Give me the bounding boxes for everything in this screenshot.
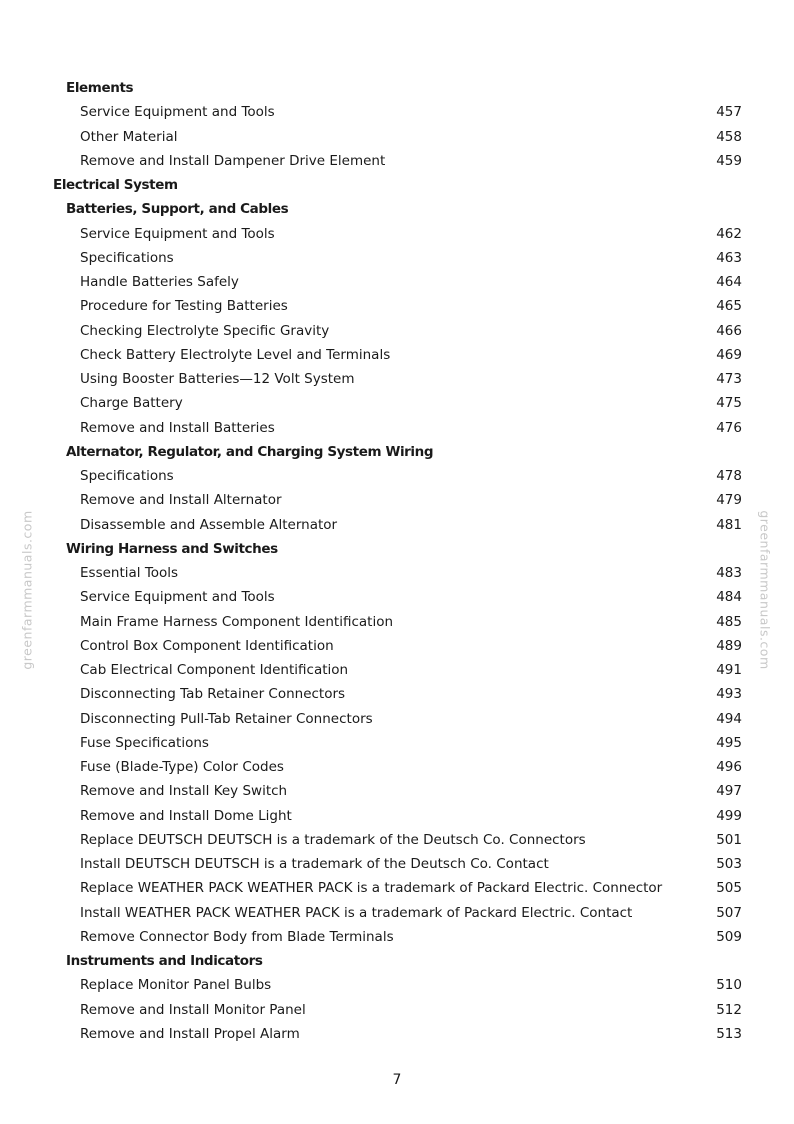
toc-entry[interactable] bbox=[0, 246, 794, 270]
toc-entry[interactable] bbox=[0, 367, 794, 391]
toc-section-heading bbox=[0, 440, 794, 464]
toc-entry[interactable] bbox=[0, 100, 794, 124]
toc-section-heading bbox=[0, 76, 794, 100]
toc-entry-title: Remove Connector Body from Blade Terminals bbox=[80, 928, 394, 945]
toc-page-number: 462 bbox=[716, 225, 742, 242]
toc-entry[interactable] bbox=[0, 561, 794, 585]
toc-page-number: 494 bbox=[716, 710, 742, 727]
toc-entry[interactable] bbox=[0, 998, 794, 1022]
toc-page-number: 481 bbox=[716, 516, 742, 533]
toc-page-number: 485 bbox=[716, 613, 742, 630]
toc-entry-title: Instruments and Indicators bbox=[66, 953, 263, 969]
toc-entry-title: Service Equipment and Tools bbox=[80, 589, 275, 606]
toc-page-number: 476 bbox=[716, 419, 742, 436]
toc-entry[interactable] bbox=[0, 876, 794, 900]
toc-entry[interactable] bbox=[0, 464, 794, 488]
toc-page-number: 473 bbox=[716, 371, 742, 387]
toc-section-heading bbox=[0, 537, 794, 561]
toc-entry[interactable] bbox=[0, 973, 794, 997]
toc-page-number: 510 bbox=[716, 977, 742, 994]
toc-page-number: 469 bbox=[716, 346, 742, 363]
toc-page-number: 499 bbox=[716, 807, 742, 824]
toc-entry[interactable] bbox=[0, 610, 794, 634]
toc-page-number: 493 bbox=[716, 686, 742, 703]
toc-entry-title: Batteries, Support, and Cables bbox=[66, 201, 289, 218]
toc-entry-title: Remove and Install Monitor Panel bbox=[80, 1001, 306, 1018]
toc-page-number: 457 bbox=[716, 104, 742, 121]
toc-entry-title: Check Battery Electrolyte Level and Terminals bbox=[80, 346, 391, 363]
toc-entry-title: Remove and Install Alternator bbox=[80, 492, 282, 509]
page-number: 7 bbox=[392, 1072, 402, 1088]
toc-page-number: 495 bbox=[716, 734, 742, 751]
toc-page-number: 479 bbox=[716, 492, 742, 509]
toc-entry-title: Install DEUTSCH DEUTSCH is a trademark of the Deutsch Co. Contact bbox=[80, 856, 549, 872]
toc-entry[interactable] bbox=[0, 852, 794, 876]
toc-page-number: 491 bbox=[716, 662, 742, 678]
toc-entry-title: Replace Monitor Panel Bulbs bbox=[80, 977, 272, 994]
toc-entry-title: Specifications bbox=[80, 468, 174, 484]
toc-entry-title: Service Equipment and Tools bbox=[80, 104, 275, 121]
toc-entry[interactable] bbox=[0, 343, 794, 367]
toc-entry[interactable] bbox=[0, 707, 794, 731]
toc-section-heading bbox=[0, 197, 794, 221]
toc-page-number: 489 bbox=[716, 637, 742, 654]
toc-entry[interactable] bbox=[0, 319, 794, 343]
watermark-left: greenfarmmanuals.com bbox=[19, 510, 35, 670]
toc-entry[interactable] bbox=[0, 585, 794, 609]
toc-entry[interactable] bbox=[0, 270, 794, 294]
toc-entry[interactable] bbox=[0, 634, 794, 658]
toc-entry-title: Using Booster Batteries—12 Volt System bbox=[80, 371, 355, 387]
toc-entry-title: Alternator, Regulator, and Charging System Wiring bbox=[66, 443, 434, 460]
toc-entry[interactable] bbox=[0, 682, 794, 706]
toc-page-number: 465 bbox=[716, 298, 742, 315]
toc-page-number: 496 bbox=[716, 759, 742, 775]
toc-entry-title: Service Equipment and Tools bbox=[80, 225, 275, 242]
toc-page-number: 512 bbox=[716, 1001, 742, 1018]
toc-entry[interactable] bbox=[0, 658, 794, 682]
toc-entry-title: Fuse Specifications bbox=[80, 734, 209, 751]
toc-entry[interactable] bbox=[0, 779, 794, 803]
toc-entry-title: Main Frame Harness Component Identification bbox=[80, 613, 394, 630]
toc-entry-title: Specifications bbox=[80, 249, 174, 266]
toc-entry[interactable] bbox=[0, 731, 794, 755]
toc-entry-title: Procedure for Testing Batteries bbox=[80, 298, 288, 315]
toc-entry[interactable] bbox=[0, 222, 794, 246]
toc-entry-title: Essential Tools bbox=[80, 565, 179, 581]
toc-entry-title: Charge Battery bbox=[80, 395, 183, 412]
toc-entry-title: Handle Batteries Safely bbox=[80, 274, 239, 290]
toc-page-number: 478 bbox=[716, 468, 742, 484]
toc-entry-title: Remove and Install Dome Light bbox=[80, 807, 292, 824]
toc-entry[interactable] bbox=[0, 294, 794, 318]
toc-page-number: 484 bbox=[716, 589, 742, 606]
toc-page-number: 501 bbox=[716, 831, 742, 848]
toc-page-number: 513 bbox=[716, 1025, 742, 1042]
toc-entry-title: Cab Electrical Component Identification bbox=[80, 662, 349, 678]
toc-entry-title: Remove and Install Propel Alarm bbox=[80, 1025, 300, 1042]
toc-entry-title: Control Box Component Identification bbox=[80, 637, 334, 654]
toc-entry-title: Replace DEUTSCH DEUTSCH is a trademark of the Deutsch Co. Connectors bbox=[80, 831, 586, 848]
toc-entry-title: Install WEATHER PACK WEATHER PACK is a trademark of Packard Electric. Contact bbox=[80, 904, 633, 921]
toc-entry[interactable] bbox=[0, 149, 794, 173]
toc-page-number: 507 bbox=[716, 904, 742, 921]
toc-page-number: 505 bbox=[716, 880, 742, 897]
toc-entry[interactable] bbox=[0, 1022, 794, 1046]
toc-entry-title: Remove and Install Key Switch bbox=[80, 783, 288, 800]
toc-entry[interactable] bbox=[0, 804, 794, 828]
toc-page-number: 509 bbox=[716, 928, 742, 945]
toc-page-number: 497 bbox=[716, 783, 742, 800]
toc-page-number: 459 bbox=[716, 152, 742, 169]
toc-entry-title: Disconnecting Tab Retainer Connectors bbox=[80, 686, 346, 703]
toc-entry-title: Fuse (Blade-Type) Color Codes bbox=[80, 759, 284, 775]
toc-entry-title: Checking Electrolyte Specific Gravity bbox=[80, 322, 330, 339]
toc-entry-title: Electrical System bbox=[53, 177, 178, 193]
toc-entry[interactable] bbox=[0, 488, 794, 512]
toc-entry[interactable] bbox=[0, 416, 794, 440]
toc-entry[interactable] bbox=[0, 901, 794, 925]
toc-entry[interactable] bbox=[0, 755, 794, 779]
toc-entry-title: Remove and Install Dampener Drive Element bbox=[80, 152, 386, 169]
toc-entry-title: Other Material bbox=[80, 128, 178, 145]
watermark-right: greenfarmmanuals.com bbox=[757, 510, 773, 670]
toc-entry-title: Elements bbox=[66, 80, 134, 96]
toc-page-number: 503 bbox=[716, 856, 742, 872]
toc-entry-title: Disconnecting Pull-Tab Retainer Connectors bbox=[80, 710, 373, 727]
toc-section-heading bbox=[0, 949, 794, 973]
table-of-contents bbox=[0, 76, 794, 1046]
toc-entry-title: Remove and Install Batteries bbox=[80, 419, 275, 436]
toc-page-number: 483 bbox=[716, 565, 742, 581]
toc-chapter-heading bbox=[0, 173, 794, 197]
toc-page-number: 466 bbox=[716, 322, 742, 339]
toc-page-number: 463 bbox=[716, 249, 742, 266]
toc-entry-title: Disassemble and Assemble Alternator bbox=[80, 516, 338, 533]
toc-entry-title: Wiring Harness and Switches bbox=[66, 540, 278, 557]
toc-entry[interactable] bbox=[0, 125, 794, 149]
toc-page-number: 464 bbox=[716, 274, 742, 290]
toc-page-number: 458 bbox=[716, 128, 742, 145]
toc-entry[interactable] bbox=[0, 925, 794, 949]
toc-page-number: 475 bbox=[716, 395, 742, 412]
toc-entry[interactable] bbox=[0, 513, 794, 537]
toc-entry[interactable] bbox=[0, 391, 794, 415]
toc-entry[interactable] bbox=[0, 828, 794, 852]
toc-entry-title: Replace WEATHER PACK WEATHER PACK is a trademark of Packard Electric. Connector bbox=[80, 880, 663, 897]
